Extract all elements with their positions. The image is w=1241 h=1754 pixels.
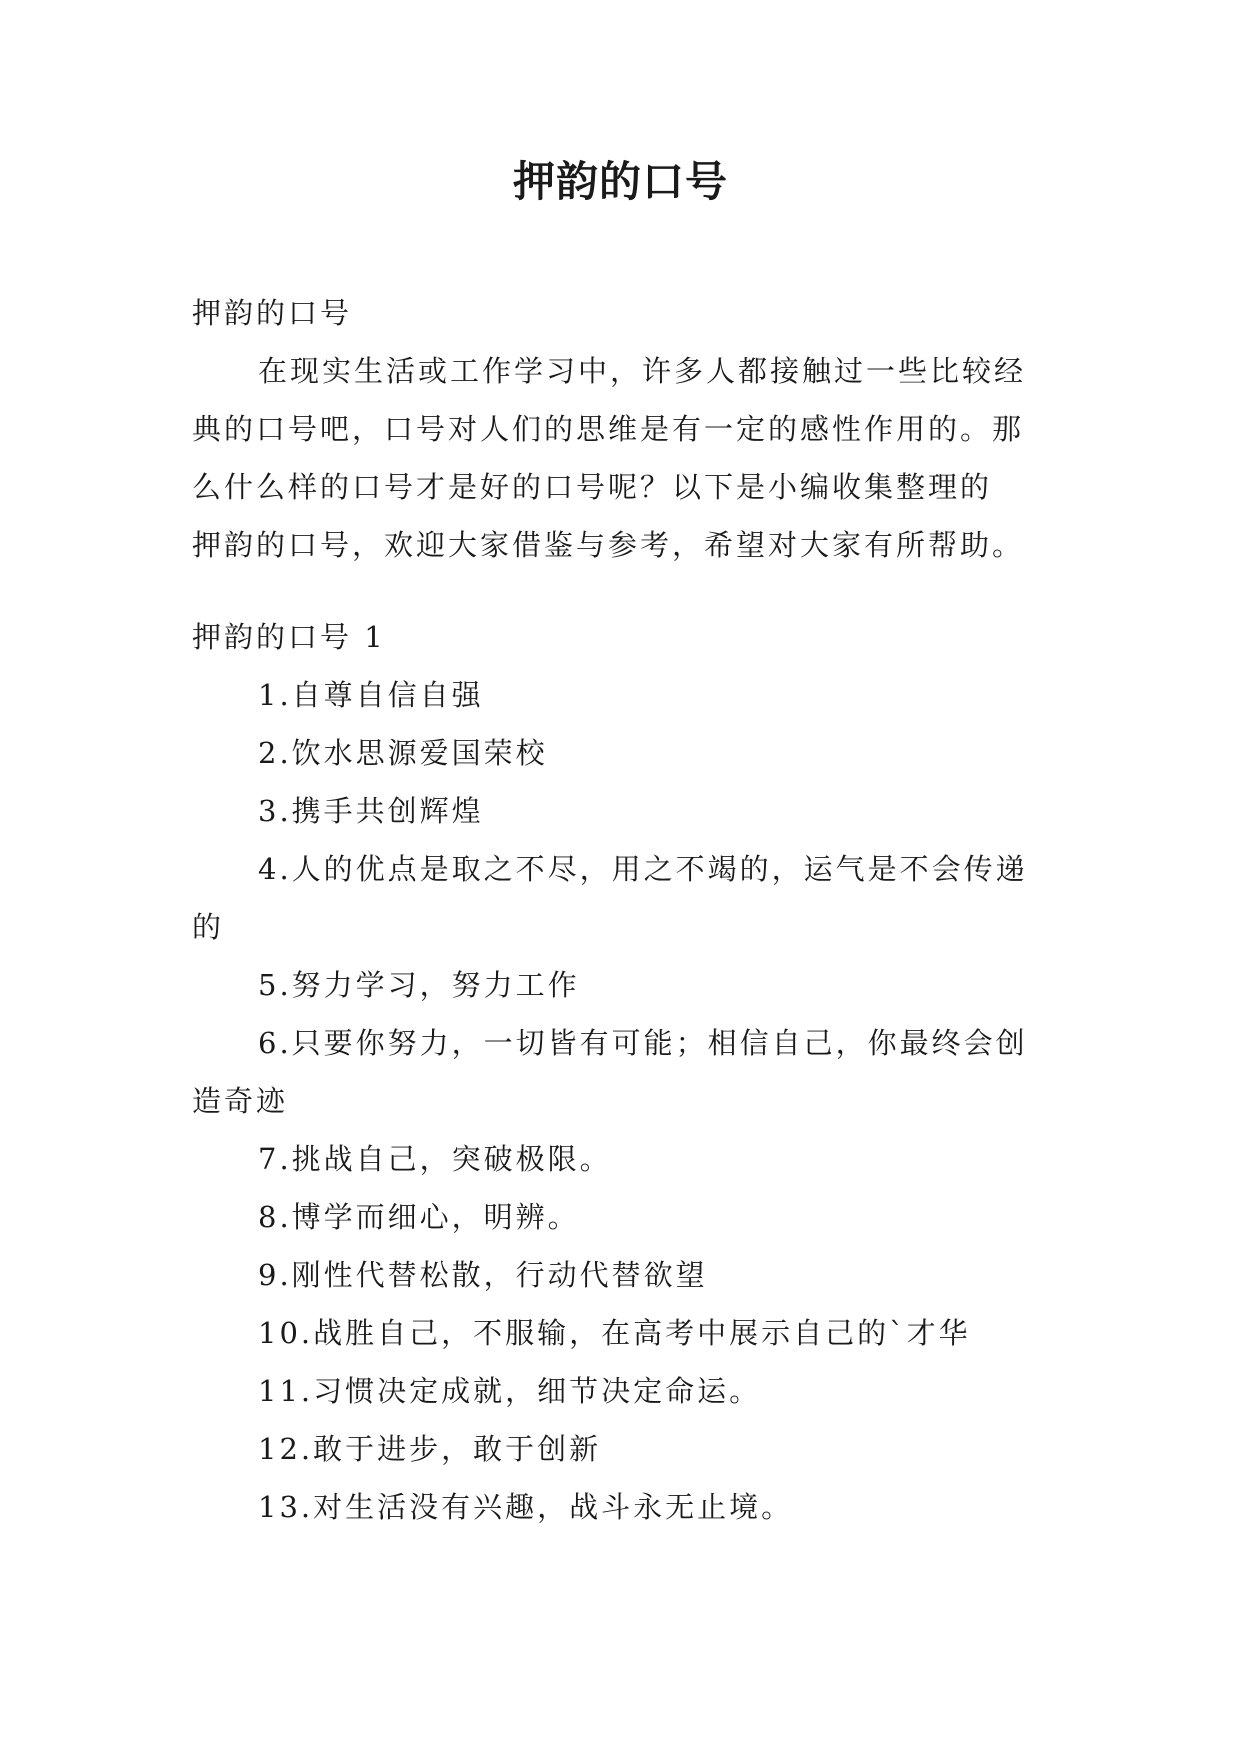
document-subtitle: 押韵的口号 — [192, 296, 353, 330]
intro-line: 押韵的口号，欢迎大家借鉴与参考，希望对大家有所帮助。 — [192, 528, 1025, 562]
slogan-item: 3.携手共创辉煌 — [258, 794, 484, 828]
document-body — [192, 284, 1062, 1536]
slogan-item-continuation: 的 — [192, 910, 225, 944]
intro-paragraph — [192, 342, 1062, 574]
slogan-item: 12.敢于进步，敢于创新 — [258, 1432, 602, 1466]
slogan-item: 11.习惯决定成就，细节决定命运。 — [258, 1374, 762, 1408]
slogan-item: 4.人的优点是取之不尽，用之不竭的，运气是不会传递 — [258, 852, 1028, 886]
slogan-item-continuation: 造奇迹 — [192, 1084, 289, 1118]
slogan-item: 10.战胜自己，不服输，在高考中展示自己的`才华 — [258, 1316, 971, 1350]
document-title: 押韵的口号 — [512, 157, 728, 206]
slogan-item: 1.自尊自信自强 — [258, 678, 484, 712]
slogan-item: 9.刚性代替松散，行动代替欲望 — [258, 1258, 708, 1292]
slogan-item: 6.只要你努力，一切皆有可能；相信自己，你最终会创 — [258, 1026, 1028, 1060]
slogan-item: 5.努力学习，努力工作 — [258, 968, 580, 1002]
intro-line: 么什么样的口号才是好的口号呢？以下是小编收集整理的 — [192, 470, 993, 504]
section-heading: 押韵的口号 1 — [192, 620, 386, 654]
paragraph-spacer — [192, 574, 1062, 608]
slogan-item: 8.博学而细心，明辨。 — [258, 1200, 580, 1234]
slogan-item: 7.挑战自己，突破极限。 — [258, 1142, 612, 1176]
slogan-item: 2.饮水思源爱国荣校 — [258, 736, 548, 770]
slogan-list — [192, 666, 1062, 1536]
intro-line: 在现实生活或工作学习中，许多人都接触过一些比较经 — [258, 354, 1027, 388]
intro-line: 典的口号吧，口号对人们的思维是有一定的感性作用的。那 — [192, 412, 1025, 446]
slogan-item: 13.对生活没有兴趣，战斗永无止境。 — [258, 1490, 794, 1524]
